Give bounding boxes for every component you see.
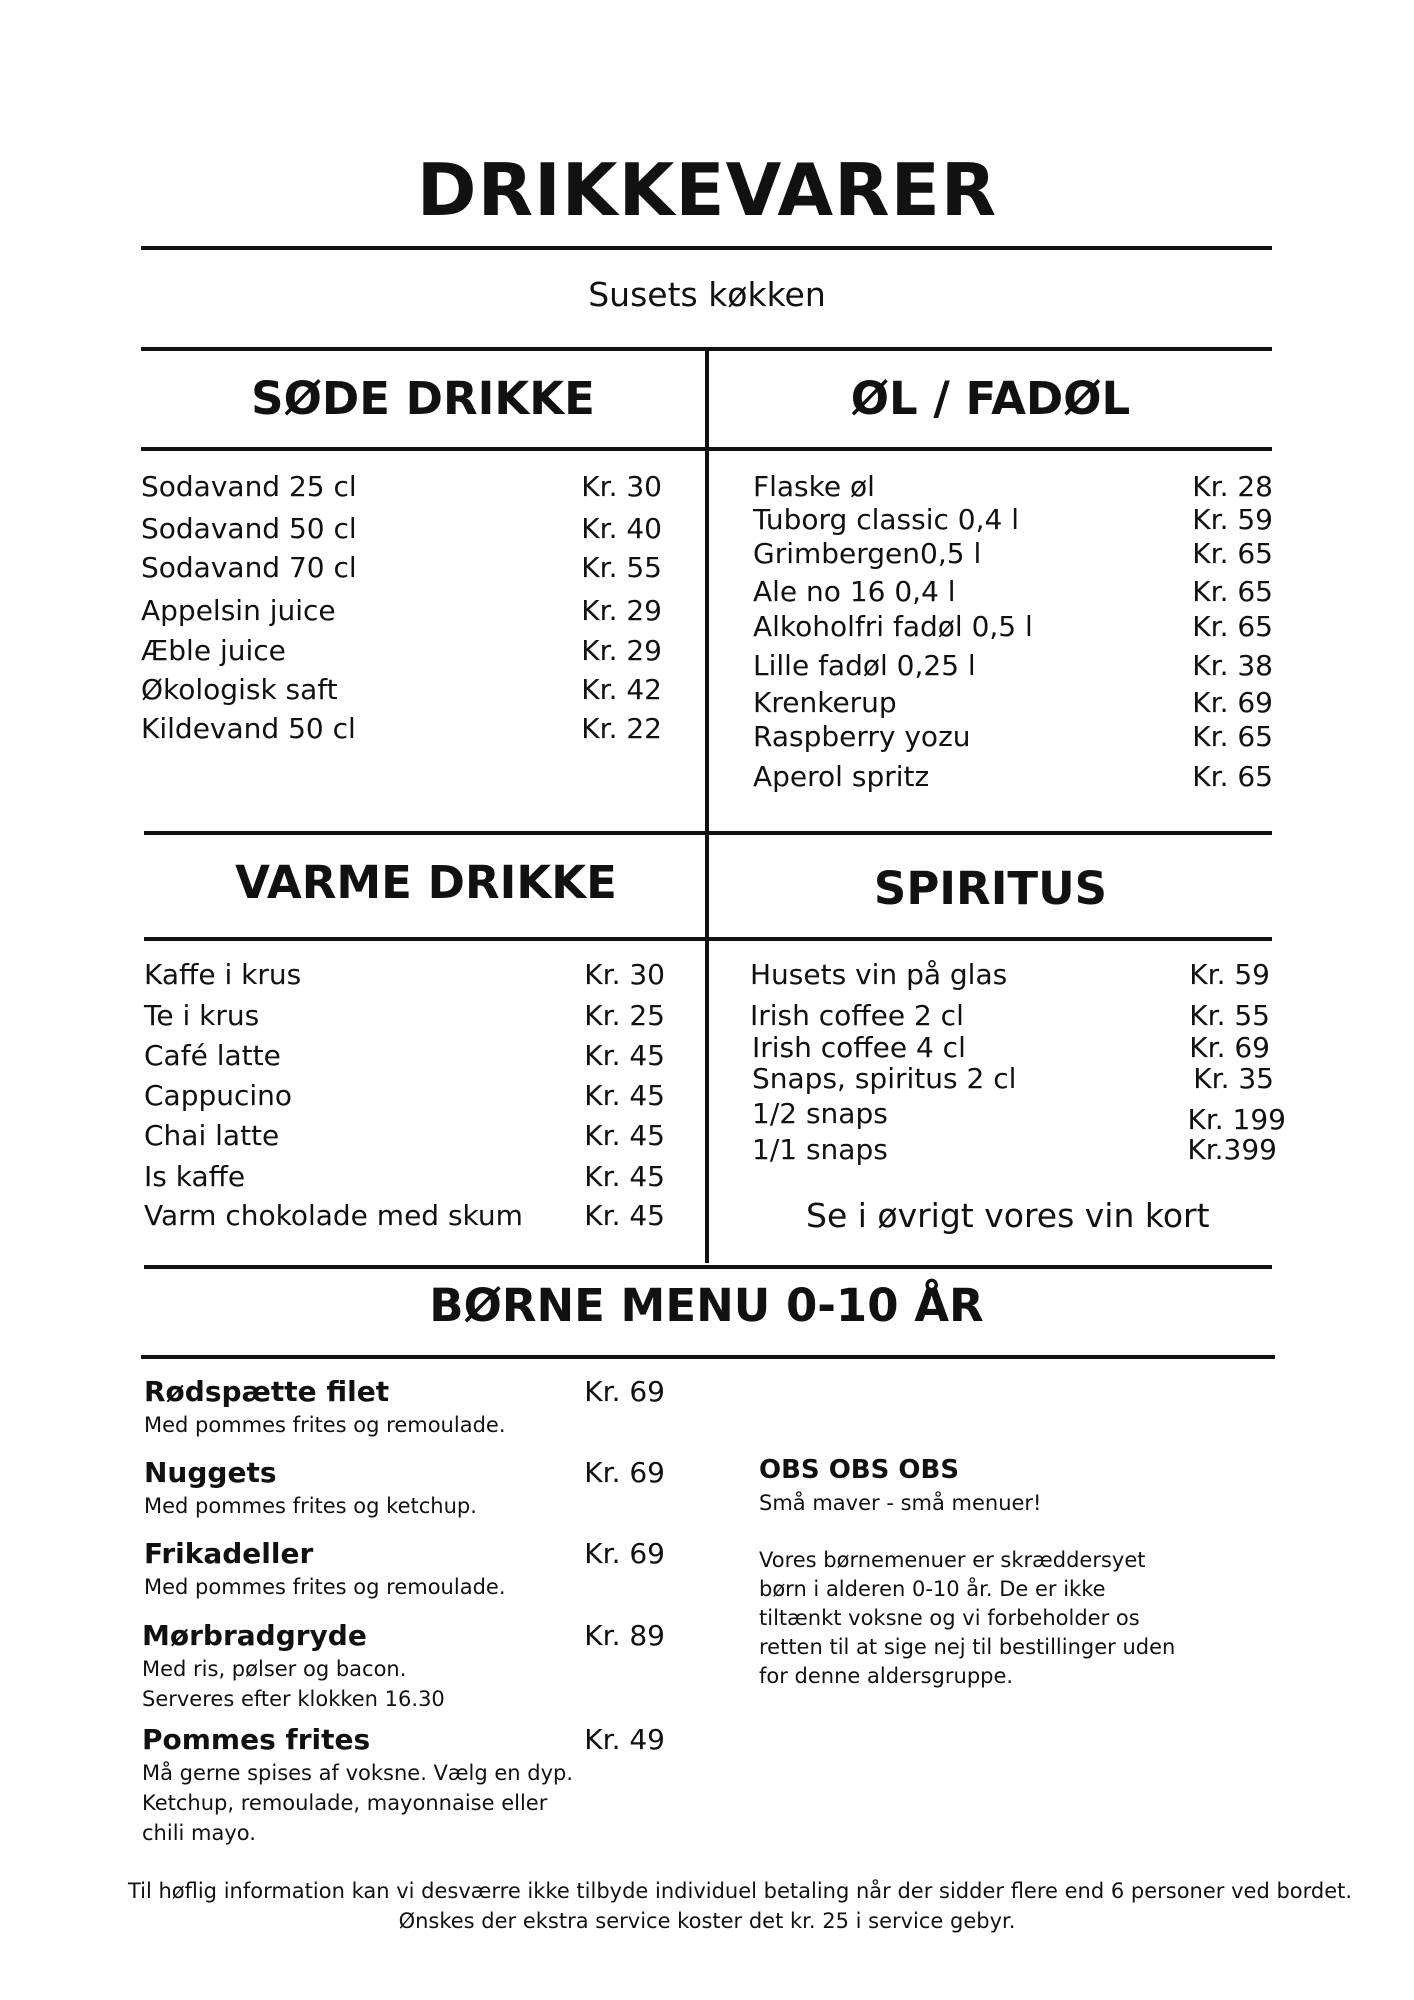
kids-item-desc: Med pommes frites og remoulade. <box>144 1575 506 1599</box>
menu-item-name: Æble juice <box>141 634 286 667</box>
menu-item-name: Café latte <box>144 1039 281 1072</box>
kids-item-desc: Serveres efter klokken 16.30 <box>142 1687 445 1711</box>
obs-text-line: børn i alderen 0-10 år. De er ikke <box>759 1577 1106 1601</box>
menu-item-name: Kildevand 50 cl <box>141 712 356 745</box>
menu-item-price: Kr. 30 <box>584 958 665 991</box>
menu-item-name: Husets vin på glas <box>750 958 1008 991</box>
menu-item-price: Kr. 59 <box>1189 958 1270 991</box>
kids-item-desc: Med pommes frites og remoulade. <box>144 1413 506 1437</box>
menu-item-name: Cappucino <box>144 1079 293 1112</box>
menu-item-name: Ale no 16 0,4 l <box>753 575 956 608</box>
kids-item-price: Kr. 69 <box>584 1375 665 1408</box>
menu-item-name: Kaffe i krus <box>144 958 302 991</box>
menu-item-name: Grimbergen0,5 l <box>753 537 982 570</box>
menu-item-price: Kr. 25 <box>584 999 665 1032</box>
menu-item-price: Kr.399 <box>1187 1133 1277 1166</box>
menu-item-name: Irish coffee 4 cl <box>752 1031 966 1064</box>
menu-item-name: Lille fadøl 0,25 l <box>753 649 976 682</box>
menu-item-price: Kr. 55 <box>581 551 662 584</box>
menu-item-name: Chai latte <box>144 1119 280 1152</box>
obs-tagline: Små maver - små menuer! <box>759 1491 1042 1515</box>
section-heading-sode: SØDE DRIKKE <box>251 372 595 425</box>
menu-item-name: Irish coffee 2 cl <box>750 999 964 1032</box>
kids-item-name: Mørbradgryde <box>142 1619 367 1652</box>
menu-item-name: Raspberry yozu <box>753 720 971 753</box>
menu-item-price: Kr. 55 <box>1189 999 1270 1032</box>
menu-item-price: Kr. 65 <box>1192 610 1273 643</box>
divider <box>144 937 705 941</box>
menu-item-price: Kr. 28 <box>1192 470 1273 503</box>
kids-item-name: Nuggets <box>144 1456 277 1489</box>
menu-item-price: Kr. 45 <box>584 1199 665 1232</box>
menu-item-name: Flaske øl <box>753 470 875 503</box>
menu-item-price: Kr. 45 <box>584 1039 665 1072</box>
kids-item-name: Rødspætte filet <box>144 1375 390 1408</box>
menu-item-price: Kr. 29 <box>581 594 662 627</box>
obs-text-line: retten til at sige nej til bestillinger uden <box>759 1635 1176 1659</box>
kids-item-desc: Må gerne spises af voksne. Vælg en dyp. <box>142 1761 574 1785</box>
menu-item-price: Kr. 199 <box>1187 1103 1286 1136</box>
menu-item-price: Kr. 40 <box>581 512 662 545</box>
menu-item-price: Kr. 22 <box>581 712 662 745</box>
menu-item-name: Is kaffe <box>144 1160 246 1193</box>
menu-item-price: Kr. 45 <box>584 1079 665 1112</box>
menu-item-name: Varm chokolade med skum <box>144 1199 523 1232</box>
menu-item-name: Alkoholfri fadøl 0,5 l <box>753 610 1033 643</box>
menu-item-name: Krenkerup <box>753 686 897 719</box>
menu-item-name: Snaps, spiritus 2 cl <box>752 1062 1017 1095</box>
kids-item-desc: Med pommes frites og ketchup. <box>144 1494 477 1518</box>
kids-item-desc: Med ris, pølser og bacon. <box>142 1657 407 1681</box>
menu-item-price: Kr. 69 <box>1189 1031 1270 1064</box>
menu-item-price: Kr. 42 <box>581 673 662 706</box>
divider <box>709 937 1272 941</box>
divider <box>144 1265 1272 1269</box>
kids-item-desc: Ketchup, remoulade, mayonnaise eller <box>142 1791 548 1815</box>
menu-item-name: Te i krus <box>144 999 260 1032</box>
menu-item-price: Kr. 29 <box>581 634 662 667</box>
column-divider <box>705 349 709 1263</box>
section-heading-varme: VARME DRIKKE <box>235 856 617 909</box>
divider <box>144 831 1272 835</box>
title-divider <box>141 246 1272 250</box>
kids-item-price: Kr. 89 <box>584 1619 665 1652</box>
divider <box>709 447 1272 451</box>
footer-line: Til høflig information kan vi desværre ikke tilbyde individuel betaling når der sidder flere end 6 personer ved bordet. <box>127 1879 1353 1903</box>
menu-item-price: Kr. 38 <box>1192 649 1273 682</box>
menu-item-price: Kr. 45 <box>584 1160 665 1193</box>
menu-item-name: Sodavand 25 cl <box>141 470 357 503</box>
divider <box>141 447 705 451</box>
menu-item-price: Kr. 65 <box>1192 537 1273 570</box>
kids-item-price: Kr. 49 <box>584 1723 665 1756</box>
menu-item-name: Sodavand 50 cl <box>141 512 357 545</box>
menu-item-price: Kr. 65 <box>1192 575 1273 608</box>
menu-item-price: Kr. 69 <box>1192 686 1273 719</box>
menu-item-name: Sodavand 70 cl <box>141 551 357 584</box>
menu-item-price: Kr. 45 <box>584 1119 665 1152</box>
obs-text-line: tiltænkt voksne og vi forbeholder os <box>759 1606 1140 1630</box>
menu-item-name: Appelsin juice <box>141 594 336 627</box>
menu-item-name: 1/1 snaps <box>752 1133 888 1166</box>
kids-item-price: Kr. 69 <box>584 1537 665 1570</box>
menu-item-name: Økologisk saft <box>141 673 338 706</box>
menu-item-price: Kr. 65 <box>1192 760 1273 793</box>
menu-item-price: Kr. 59 <box>1192 503 1273 536</box>
obs-heading: OBS OBS OBS <box>759 1455 960 1485</box>
kids-item-desc: chili mayo. <box>142 1821 256 1845</box>
obs-text-line: for denne aldersgruppe. <box>759 1664 1014 1688</box>
menu-item-name: Aperol spritz <box>753 760 930 793</box>
page-subtitle: Susets køkken <box>588 275 826 314</box>
section-heading-spiritus: SPIRITUS <box>873 862 1108 915</box>
menu-item-name: 1/2 snaps <box>752 1097 888 1130</box>
page-title: DRIKKEVARER <box>416 148 998 232</box>
divider <box>141 1355 1275 1359</box>
obs-text-line: Vores børnemenuer er skræddersyet <box>759 1548 1146 1572</box>
kids-item-name: Frikadeller <box>144 1537 314 1570</box>
footer-line: Ønskes der ekstra service koster det kr. 25 i service gebyr. <box>398 1909 1016 1933</box>
menu-item-price: Kr. 35 <box>1193 1062 1274 1095</box>
section-heading-borne: BØRNE MENU 0-10 ÅR <box>429 1279 984 1332</box>
wine-card-note: Se i øvrigt vores vin kort <box>806 1196 1210 1235</box>
menu-item-price: Kr. 30 <box>581 470 662 503</box>
menu-item-name: Tuborg classic 0,4 l <box>753 503 1019 536</box>
kids-item-name: Pommes frites <box>142 1723 371 1756</box>
kids-item-price: Kr. 69 <box>584 1456 665 1489</box>
section-heading-ol: ØL / FADØL <box>850 372 1131 425</box>
menu-item-price: Kr. 65 <box>1192 720 1273 753</box>
